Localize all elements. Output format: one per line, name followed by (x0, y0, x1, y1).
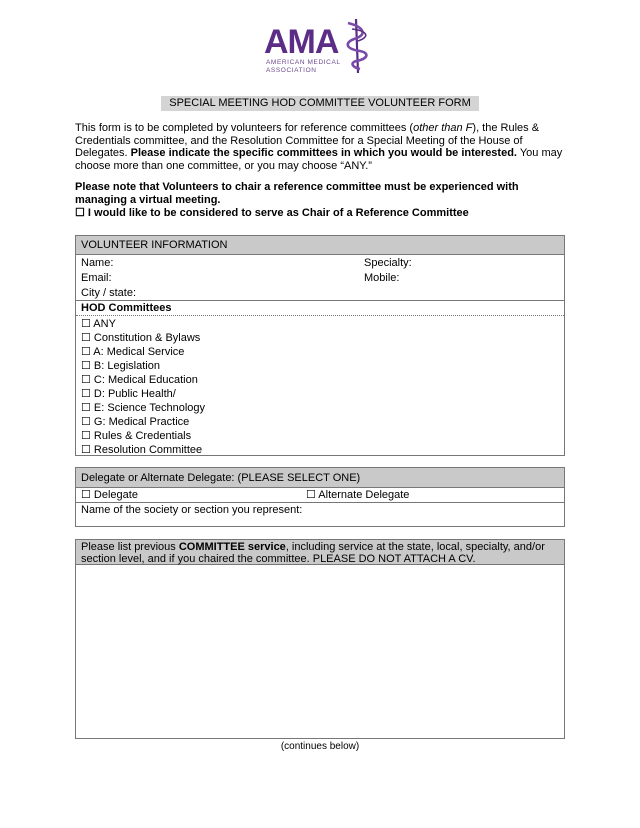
chair-checkbox[interactable]: ☐ I would like to be considered to serve as Chair of a Reference Committee (75, 207, 469, 219)
committee-service-textarea[interactable] (76, 565, 564, 737)
committee-service-section (75, 539, 565, 739)
specialty-field[interactable]: Specialty: (364, 257, 412, 269)
committee-checkbox-any[interactable]: ☐ ANY (81, 318, 116, 330)
email-field[interactable]: Email: (81, 272, 112, 284)
chair-note: Please note that Volunteers to chair a reference committee must be experienced with managing a virtual meeting. (75, 181, 519, 206)
page-title: SPECIAL MEETING HOD COMMITTEE VOLUNTEER FORM (161, 96, 479, 111)
delegate-checkbox[interactable]: ☐ Delegate (81, 489, 138, 501)
committee-checkbox-c[interactable]: ☐ C: Medical Education (81, 374, 198, 386)
intro-paragraph: This form is to be completed by volunteers for reference committees (other than F), the Rules & Credentials committee, and the Resolution Committee for a Special Meeting of the House of Delegates. Please indicate the specific committees in which you would be interested. You may choose more than one committee, or you may choose “ANY.” (75, 122, 563, 172)
committee-checkbox-a[interactable]: ☐ A: Medical Service (81, 346, 185, 358)
alternate-delegate-checkbox[interactable]: ☐ Alternate Delegate (306, 489, 410, 501)
section-header: Delegate or Alternate Delegate: (PLEASE SELECT ONE) (76, 468, 564, 488)
committee-checkbox-g[interactable]: ☐ G: Medical Practice (81, 416, 190, 428)
committee-list (76, 316, 564, 457)
committee-checkbox-d[interactable]: ☐ D: Public Health/ (81, 388, 176, 400)
volunteer-information-section (75, 235, 565, 456)
section-header: Please list previous COMMITTEE service, including service at the state, local, specialty, and/or section level, and if you chaired the committee. PLEASE DO NOT ATTACH A CV. (76, 540, 564, 565)
name-field[interactable]: Name: (81, 257, 114, 269)
hod-committees-header: HOD Committees (76, 301, 564, 316)
committee-checkbox-resolution[interactable]: ☐ Resolution Committee (81, 444, 203, 456)
committee-checkbox-constitution[interactable]: ☐ Constitution & Bylaws (81, 332, 201, 344)
logo-subtitle: AMERICAN MEDICAL ASSOCIATION (266, 59, 341, 74)
society-field[interactable]: Name of the society or section you represent: (81, 504, 303, 516)
ama-logo (264, 17, 379, 77)
continues-note: (continues below) (280, 741, 360, 752)
logo-text: AMA (264, 23, 339, 61)
committee-checkbox-e[interactable]: ☐ E: Science Technology (81, 402, 206, 414)
caduceus-icon (342, 17, 376, 75)
delegate-section (75, 467, 565, 527)
mobile-field[interactable]: Mobile: (364, 272, 400, 284)
city-state-field[interactable]: City / state: (81, 287, 137, 299)
section-header: VOLUNTEER INFORMATION (76, 236, 564, 255)
committee-checkbox-rules[interactable]: ☐ Rules & Credentials (81, 430, 192, 442)
committee-checkbox-b[interactable]: ☐ B: Legislation (81, 360, 160, 372)
